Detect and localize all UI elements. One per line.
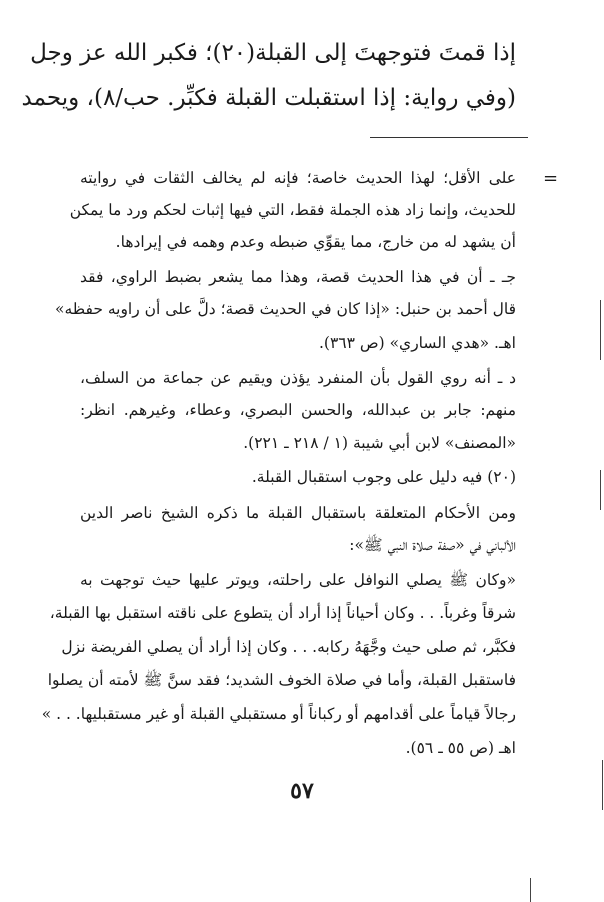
footnote-line: «المصنف» لابن أبي شيبة (١ / ٢١٨ ـ ٢٢١). — [243, 434, 516, 452]
footnote-line: رجالاً قياماً على أقدامهم أو ركباناً أو مستقبلي القبلة أو غير مستقبليها. . . » — [41, 705, 516, 723]
footnote-line: جـ ـ أن في هذا الحديث قصة، وهذا مما يشعر بضبط الراوي، فقد — [80, 268, 516, 286]
scan-edge-mark — [600, 470, 601, 510]
footnote-line: للحديث، وإنما زاد هذه الجملة فقط، التي فيها إثبات لحكم ورد ما يمكن — [69, 201, 516, 219]
footnote-line: منهم: جابر بن عبدالله، والحسن البصري، وعطاء، وغيرهم. انظر: — [80, 401, 516, 419]
page-number: ٥٧ — [290, 778, 314, 804]
footnote-line: على الأقل؛ لهذا الحديث خاصة؛ فإنه لم يخالف الثقات في روايته — [80, 169, 516, 187]
footnote-line: اهـ (ص ٥٥ ـ ٥٦). — [405, 739, 516, 757]
scan-edge-mark — [600, 300, 601, 360]
continuation-mark: = — [543, 168, 559, 189]
scan-edge-mark — [530, 878, 531, 902]
footnote-line: د ـ أنه روي القول بأن المنفرد يؤذن ويقيم عن جماعة من السلف، — [80, 369, 516, 387]
footnote-line: اهـ. «هدي الساري» (ص ٣٦٣). — [318, 334, 516, 352]
scan-edge-mark — [602, 760, 603, 810]
footnote-separator — [370, 137, 528, 138]
footnote-line: فاستقبل القبلة، وأما في صلاة الخوف الشديد؛ فقد سنَّ ﷺ لأمته أن يصلوا — [47, 671, 516, 689]
footnote-line: فكبَّر، ثم صلى حيث وجَّهَهُ ركابه. . . وكان إذا أراد أن يصلي الفريضة نزل — [61, 638, 516, 656]
footnote-line: الألباني في «صفة صلاة النبي ﷺ»: — [349, 536, 516, 554]
footnote-line: «وكان ﷺ يصلي النوافل على راحلته، ويوتر عليها حيث توجهت به — [80, 571, 516, 589]
footnote-line: شرقاً وغرباً. . . وكان أحياناً إذا أراد أن يتطوع على ناقته استقبل بها القبلة، — [49, 604, 516, 622]
main-text-line-1: إذا قمتَ فتوجهتَ إلى القبلة(٢٠)؛ فكبر الله عز وجل — [30, 40, 516, 66]
footnote-line: ومن الأحكام المتعلقة باستقبال القبلة ما ذكره الشيخ ناصر الدين — [80, 504, 516, 522]
footnote-line: قال أحمد بن حنبل: «إذا كان في الحديث قصة؛ دلَّ على أن راويه حفظه» — [54, 300, 516, 318]
main-text-line-2: (وفي رواية: إذا استقبلت القبلة فكبِّر. حب/٨)، ويحمد — [21, 85, 516, 111]
footnote-line: أن يشهد له من خارج، مما يقوِّي ضبطه وعدم وهمه في إيرادها. — [115, 233, 516, 251]
footnote-line: (٢٠) فيه دليل على وجوب استقبال القبلة. — [251, 468, 516, 486]
